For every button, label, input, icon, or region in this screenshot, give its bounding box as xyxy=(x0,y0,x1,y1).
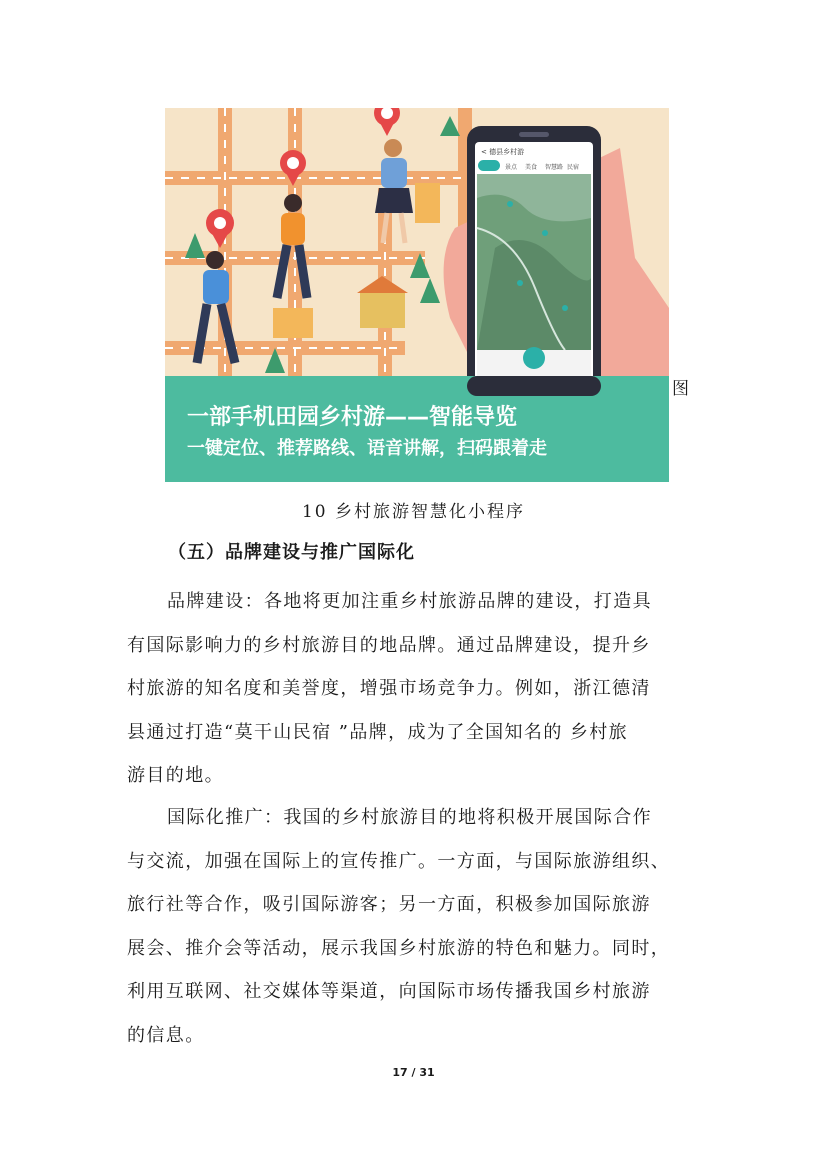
svg-text:景点: 景点 xyxy=(505,164,518,171)
paragraph-line: 与交流，加强在国际上的宣传推广。一方面，与国际旅游组织、 xyxy=(127,850,671,872)
page-number: 17 / 31 xyxy=(392,1066,435,1079)
figure-prefix: 图 xyxy=(672,379,689,399)
smart-tourism-illustration xyxy=(165,108,669,482)
paragraph-line: 游目的地。 xyxy=(127,765,224,786)
paragraph-line: 有国际影响力的乡村旅游目的地品牌。通过品牌建设，提升乡 xyxy=(127,634,651,656)
figure-caption: 10 乡村旅游智慧化小程序 xyxy=(301,502,526,522)
banner-line2: 一键定位、推荐路线、语音讲解，扫码跟着走 xyxy=(187,438,547,459)
banner-line1: 一部手机田园乡村游——智能导览 xyxy=(187,405,518,430)
paragraph-line: 国际化推广：我国的乡村旅游目的地将积极开展国际合作 xyxy=(167,807,652,828)
paragraph-line: 村旅游的知名度和美誉度，增强市场竞争力。例如，浙江德清 xyxy=(127,678,651,699)
svg-text:< 德县乡村游: < 德县乡村游 xyxy=(481,148,525,156)
paragraph-brand-building xyxy=(127,580,702,798)
paragraph-line: 展会、推介会等活动，展示我国乡村旅游的特色和魅力。同时， xyxy=(127,937,671,959)
svg-text:美食: 美食 xyxy=(525,164,538,171)
paragraph-line: 品牌建设：各地将更加注重乡村旅游品牌的建设，打造具 xyxy=(167,591,652,612)
svg-text:智慧路: 智慧路 xyxy=(545,164,564,171)
paragraph-line: 的信息。 xyxy=(127,1024,205,1046)
paragraph-line: 县通过打造“莫干山民宿 ”品牌，成为了全国知名的 乡村旅 xyxy=(127,721,629,743)
paragraph-international-promotion xyxy=(127,796,702,1057)
paragraph-line: 利用互联网、社交媒体等渠道，向国际市场传播我国乡村旅游 xyxy=(127,981,651,1002)
svg-text:民宿: 民宿 xyxy=(567,164,580,171)
section-heading: （五）品牌建设与推广国际化 xyxy=(168,542,415,563)
paragraph-line: 旅行社等合作，吸引国际游客；另一方面，积极参加国际旅游 xyxy=(127,894,651,915)
